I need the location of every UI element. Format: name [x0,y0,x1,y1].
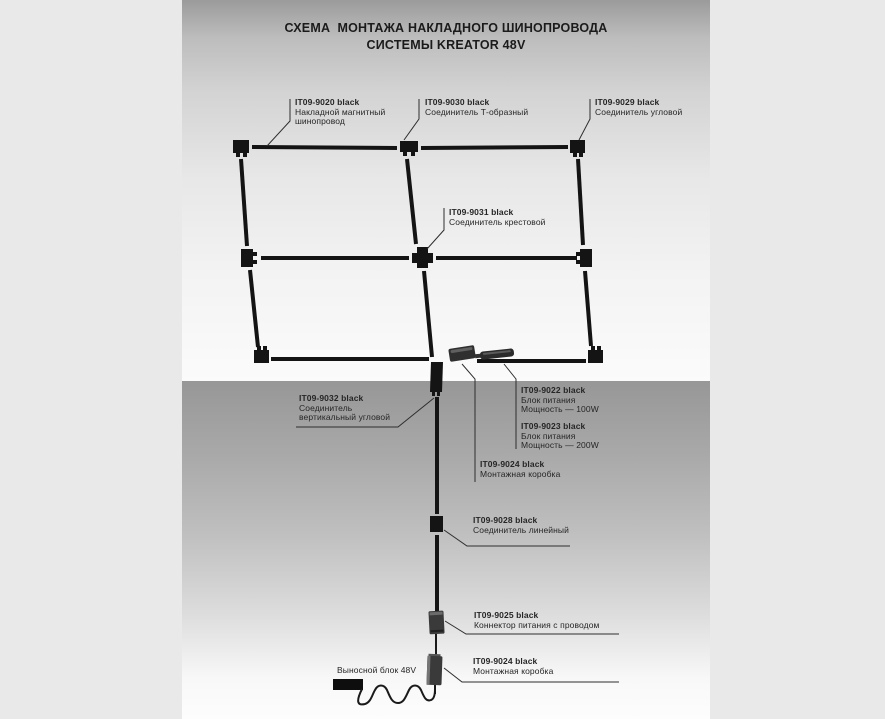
label-remote-block-text: Выносной блок 48V [337,665,417,675]
track-col-left-upper [241,159,247,246]
leader-9020 [267,99,290,146]
label-it09-9020-desc1: Накладной магнитный [295,106,386,117]
leader-9024a [462,364,475,482]
label-it09-9024-bottom-desc1: Монтажная коробка [473,665,554,676]
track-col-mid-upper [407,159,416,244]
label-it09-9025-code: IT09-9025 black [474,610,539,620]
label-it09-9029 [595,98,682,117]
label-it09-9025-desc1: Коннектор питания с проводом [474,619,600,630]
label-it09-9023-code: IT09-9023 black [521,421,586,431]
label-it09-9028-code: IT09-9028 black [473,515,538,525]
label-it09-9020 [295,98,385,127]
power-connector-component [428,611,444,635]
label-it09-9031-code: IT09-9031 black [449,207,514,217]
label-it09-9032-code: IT09-9032 black [299,393,364,403]
label-it09-9025 [474,611,599,630]
label-it09-9032 [299,394,390,423]
corner-connector-bottom-right [588,346,603,363]
t-connector-top-middle [400,141,418,156]
remote-driver-block [333,679,363,690]
wavy-power-cable [358,686,435,705]
label-it09-9022 [521,386,599,415]
label-it09-9028 [473,516,569,535]
label-it09-9024-top [480,460,560,479]
label-it09-9030-code: IT09-9030 black [425,97,490,107]
label-it09-9024-bottom [473,657,553,676]
label-it09-9024-bottom-code: IT09-9024 black [473,656,538,666]
label-it09-9032-desc2: вертикальный угловой [299,412,391,422]
title-line-2: СИСТЕМЫ KREATOR 48V [366,38,526,52]
track-col-mid-lower [424,271,432,357]
track-top-right [421,147,568,148]
label-it09-9029-desc1: Соединитель угловой [595,106,683,117]
track-top-left [252,147,397,148]
mounting-box-component [448,345,476,362]
track-col-left-lower [250,270,258,347]
label-it09-9022-code: IT09-9022 black [521,385,586,395]
leader-9031 [427,208,444,249]
leader-9029 [579,99,590,140]
leader-9022-9023 [504,364,516,449]
label-remote-block [337,666,416,676]
label-it09-9032-desc1: Соединитель [299,402,353,413]
corner-connector-top-right [570,140,585,157]
label-it09-9024-top-code: IT09-9024 black [480,459,545,469]
label-it09-9029-code: IT09-9029 black [595,97,660,107]
corner-connector-bottom-left [254,346,269,363]
label-it09-9028-desc1: Соединитель линейный [473,524,569,535]
label-it09-9023-desc2: Мощность — 200W [521,440,599,450]
cross-connector-center [412,247,433,268]
label-it09-9031 [449,208,546,227]
label-it09-9024-top-desc1: Монтажная коробка [480,468,561,479]
label-it09-9023-desc1: Блок питания [521,430,576,441]
lower-mounting-box-component [426,654,442,686]
linear-connector [430,516,443,532]
t-connector-mid-right [576,249,592,267]
label-it09-9023 [521,422,599,451]
label-it09-9022-desc1: Блок питания [521,394,576,405]
title-line-1: СХЕМА МОНТАЖА НАКЛАДНОГО ШИНОПРОВОДА [284,21,608,35]
label-it09-9020-desc2: шинопровод [295,116,345,126]
vertical-corner-connector [430,362,443,396]
track-col-right-upper [578,159,583,245]
label-it09-9031-desc1: Соединитель крестовой [449,216,546,227]
label-it09-9030-desc1: Соединитель Т-образный [425,106,529,117]
label-it09-9030 [425,98,528,117]
corner-connector-top-left [233,140,249,157]
power-supply-component [475,348,515,360]
label-it09-9022-desc2: Мощность — 100W [521,404,599,414]
leader-9030 [404,99,419,140]
t-connector-mid-left [241,249,257,267]
label-it09-9020-code: IT09-9020 black [295,97,360,107]
track-col-right-lower [585,271,591,346]
